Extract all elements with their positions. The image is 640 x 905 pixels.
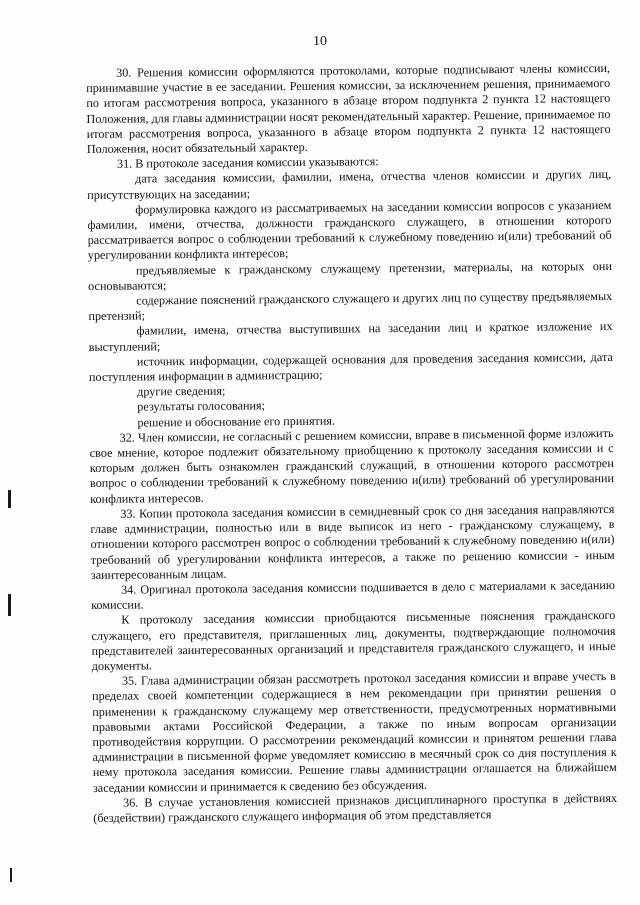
scan-edge-mark: [8, 490, 11, 508]
protocol-item-date: дата заседания комиссии, фамилии, имена, отчества членов комиссии и других лиц, присутствующих на заседании;: [87, 167, 612, 202]
paragraph-34: 34. Оригинал протокола заседания комиссии подшивается в дело с материалами к заседанию комиссии.: [91, 577, 616, 613]
scan-edge-mark: [8, 594, 11, 616]
paragraph-35: 35. Глава администрации обязан рассмотреть протокол заседания комиссии и вправе учесть в пределах своей компетенции содержащиеся в нем рекомендации при принятии решения о применении к гражданскому служащему мер ответственности, предусмотренных нормативными правовыми актами Российской Федерации, а также по иным вопросам организации противодействия коррупции. О рассмотрении рекомендаций комиссии и принятом решении глава администрации в письменной форме уведомляет комиссию в месячный срок со дня поступления к нему протокола заседания комиссии. Решение главы администрации оглашается на ближайшем заседании комиссии и принимается к сведению без обсуждения.: [91, 669, 617, 795]
paragraph-34-attachments: К протоколу заседания комиссии приобщаются письменные пояснения гражданского служащего, его представителя, приглашенных лиц, документы, подтверждающие полномочия представителей заинтересованных организаций и представителя гражданского служащего, и иные документы.: [91, 608, 616, 673]
protocol-item-voting: результаты голосования;: [137, 398, 266, 414]
protocol-item-questions: формулировка каждого из рассматриваемых на заседании комиссии вопросов с указанием фамилии, имени, отчества, должности гражданского служащего, в отношении которого рассматривается вопрос о соблюдении требований к служебному поведению и(или) требований об урегулировании конфликта интересов;: [87, 197, 612, 263]
protocol-item-source: источник информации, содержащей основания для проведения заседания комиссии, дата поступления информации в администрацию;: [88, 349, 613, 385]
page-number: 10: [313, 34, 327, 49]
protocol-item-decision: решение и обоснование его принятия.: [137, 413, 336, 430]
paragraph-36: 36. В случае установления комиссией признаков дисциплинарного проступка в действиях (бездействии) гражданского служащего информация об этом представляется: [93, 790, 618, 825]
paragraph-30: 30. Решения комиссии оформляются протоколами, которые подписывают члены комиссии, принимавшие участие в ее заседании. Решения комиссии, за исключением решения, принимаемого по итогам рассмотрения вопроса, указанного в абзаце втором подпункта 2 пункта 12 настоящего Положения, для главы администрации носят рекомендательный характер. Решение, принимаемое по итогам рассмотрения вопроса, указанного в абзаце втором подпункта 2 пункта 12 настоящего Положения, носит обязательный характер.: [86, 60, 611, 157]
protocol-item-speakers: фамилии, имена, отчества выступивших на заседании лиц и краткое изложение их выступлений;: [88, 319, 613, 354]
scan-edge-mark: [10, 868, 12, 882]
protocol-item-claims: предъявляемые к гражданскому служащему претензии, материалы, на которых они основываются;: [88, 258, 613, 293]
protocol-item-explanations: содержание пояснений гражданского служащего и других лиц по существу предъявляемых претензий;: [88, 289, 613, 324]
paragraph-31: 31. В протоколе заседания комиссии указываются:: [116, 154, 379, 171]
document-body: [86, 61, 617, 826]
paragraph-32: 32. Член комиссии, не согласный с решением комиссии, вправе в письменной форме изложить свое мнение, которое подлежит обязательному приобщению к протоколу заседания комиссии и с которым должен быть ознакомлен гражданский служащий, в отношении которого рассмотрен вопрос о соблюдении требований к служебному поведению и(или) требований об урегулировании конфликта интересов.: [89, 425, 615, 506]
protocol-item-other: другие сведения;: [137, 383, 226, 399]
paragraph-33: 33. Копии протокола заседания комиссии в семидневный срок со дня заседания направляются главе администрации, полностью или в виде выписок из него - гражданскому служащему, в отношении которого рассмотрен вопрос о соблюдении требований к служебному поведению и(или) требований об урегулировании конфликта интересов, а также по решению комиссии - иным заинтересованным лицам.: [90, 501, 615, 582]
